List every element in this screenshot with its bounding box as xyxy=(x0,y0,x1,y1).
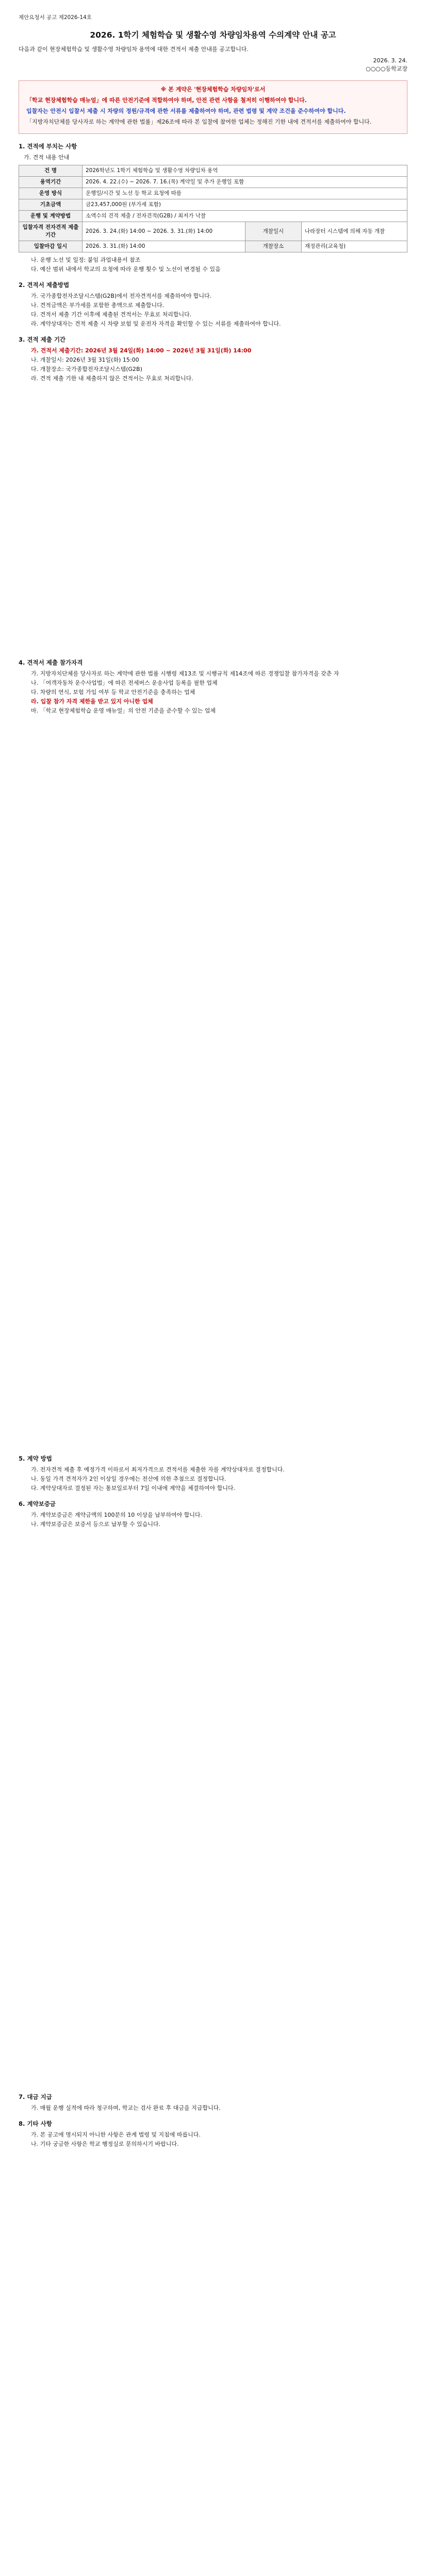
list-item: 라. 견적 제출 기한 내 제출하지 않은 견적서는 무효로 처리합니다. xyxy=(31,375,193,382)
safety-notice-box xyxy=(19,80,407,134)
list-item: 다. 차량의 연식, 보험 가입 여부 등 학교 안전기준을 충족하는 업체 xyxy=(31,689,195,696)
section-heading: 4. 견적서 제출 참가자격 xyxy=(19,659,83,666)
notice-number: 제안요청서 공고 제2026-14호 xyxy=(19,14,92,21)
table-label: 입찰자격 전자견적 제출기간 xyxy=(19,222,83,241)
notice-organization: ○○○○등학교장 xyxy=(366,65,407,72)
table-label: 건 명 xyxy=(19,165,83,177)
table-value: 운행일/시간 및 노선 등 학교 요청에 따름 xyxy=(83,188,407,199)
table-value: 2026. 3. 31.(화) 14:00 xyxy=(83,241,245,252)
safety-notice-title: ※ 본 계약은 '현장체험학습 차량임차'로서 xyxy=(160,86,266,93)
table-row xyxy=(19,211,407,222)
list-item: 가. 전자견적 제출 후 예정가격 이하로서 최저가격으로 견적서를 제출한 자를 계약상대자로 결정합니다. xyxy=(31,1466,285,1473)
list-item: 가. 견적서 제출기간: 2026년 3월 24일(화) 14:00 ~ 2026년 3월 31일(화) 14:00 xyxy=(31,347,252,354)
table-label: 운영 방식 xyxy=(19,188,83,199)
list-item: 가. 본 공고에 명시되지 아니한 사항은 관계 법령 및 지침에 따릅니다. xyxy=(31,2131,201,2138)
section-heading: 8. 기타 사항 xyxy=(19,2120,52,2127)
list-item: 나. 「여객자동차 운수사업법」에 따른 전세버스 운송사업 등록을 필한 업체 xyxy=(31,680,218,686)
spacer xyxy=(19,716,407,1447)
section-heading: 3. 견적 제출 기간 xyxy=(19,336,66,343)
spacer xyxy=(19,1529,407,2086)
list-item: 나. 계약보증금은 보증서 등으로 납부할 수 있습니다. xyxy=(31,1521,161,1528)
table-value: 2026. 3. 24.(화) 14:00 ~ 2026. 3. 31.(화) 14:00 xyxy=(83,222,245,241)
table-row xyxy=(19,188,407,199)
section-subheading: 가. 견적 내용 안내 xyxy=(24,154,70,161)
table-value: 나라장터 시스템에 의해 자동 개찰 xyxy=(301,222,407,241)
table-label: 용역기간 xyxy=(19,177,83,188)
list-item: 가. 국가종합전자조달시스템(G2B)에서 전자견적서를 제출하여야 합니다. xyxy=(31,293,212,299)
table-value: 금23,457,000원 (부가세 포함) xyxy=(83,199,407,211)
section-heading: 2. 견적서 제출방법 xyxy=(19,281,70,289)
section-heading: 7. 대금 지급 xyxy=(19,2093,52,2100)
list-item: 가. 계약보증금은 계약금액의 100분의 10 이상을 납부하여야 합니다. xyxy=(31,1512,203,1518)
table-label: 운행 및 계약방법 xyxy=(19,211,83,222)
table-label: 입찰마감 일시 xyxy=(19,241,83,252)
list-item: 가. 매월 운행 실적에 따라 청구하며, 학교는 검사 완료 후 대금을 지급합니다. xyxy=(31,2105,221,2111)
spacer xyxy=(19,2149,407,2164)
page-title: 2026. 1학기 체험학습 및 생활수영 차량임차용역 수의계약 안내 공고 xyxy=(90,30,336,40)
safety-notice-line: 「학교 현장체험학습 매뉴얼」에 따른 안전기준에 적합하여야 하며, 안전 관련 사항을 철저히 이행하여야 합니다. xyxy=(26,97,307,104)
table-row xyxy=(19,241,407,252)
notice-date: 2026. 3. 24. xyxy=(373,57,407,64)
safety-notice-line: 「지방자치단체를 당사자로 하는 계약에 관한 법률」제26조에 따라 본 입찰에 참여한 업체는 정해진 기한 내에 견적서를 제출하여야 합니다. xyxy=(26,118,372,125)
contract-info-table xyxy=(19,165,407,252)
table-value: 2026학년도 1학기 체험학습 및 생활수영 차량임차 용역 xyxy=(83,165,407,177)
table-row xyxy=(19,165,407,177)
section-heading: 5. 계약 방법 xyxy=(19,1455,52,1462)
table-value: 2026. 4. 22.(수) ~ 2026. 7. 16.(목) 계약일 및 추가 운행일 포함 xyxy=(83,177,407,188)
section-heading: 1. 견적에 부치는 사항 xyxy=(19,143,77,150)
list-item: 나. 견적금액은 부가세를 포함한 총액으로 제출합니다. xyxy=(31,302,165,309)
list-item: 나. 개찰일시: 2026년 3월 31일(화) 15:00 xyxy=(31,357,139,363)
intro-text: 다음과 같이 현장체험학습 및 생활수영 차량임차 용역에 대한 견적서 제출 안내를 공고합니다. xyxy=(19,46,249,53)
safety-notice-line: 입찰자는 안전시 입찰서 제출 시 차량의 정원/규격에 관한 서류를 제출하여야 하며, 관련 법령 및 계약 조건을 준수하여야 합니다. xyxy=(26,108,346,114)
list-item: 가. 지방자치단체를 당사자로 하는 계약에 관한 법률 시행령 제13조 및 시행규칙 제14조에 따른 경쟁입찰 참가자격을 갖춘 자 xyxy=(31,670,339,677)
list-item: 라. 계약상대자는 견적 제출 시 차량 보험 및 운전자 자격을 확인할 수 있는 서류를 제출하여야 합니다. xyxy=(31,320,281,327)
list-item: 나. 기타 궁금한 사항은 학교 행정실로 문의하시기 바랍니다. xyxy=(31,2141,179,2147)
list-item: 다. 견적서 제출 기간 이후에 제출된 견적서는 무효로 처리합니다. xyxy=(31,311,192,318)
table-row xyxy=(19,222,407,241)
table-row xyxy=(19,177,407,188)
table-row xyxy=(19,199,407,211)
section-heading: 6. 계약보증금 xyxy=(19,1500,56,1507)
table-value: 소액수의 견적 제출 / 전자견적(G2B) / 최저가 낙찰 xyxy=(83,211,407,222)
list-item: 마. 「학교 현장체험학습 운영 매뉴얼」의 안전 기준을 준수할 수 있는 업체 xyxy=(31,707,216,714)
list-item: 다. 예산 범위 내에서 학교의 요청에 따라 운행 횟수 및 노선이 변경될 수 있음 xyxy=(31,266,221,273)
table-label: 개찰일시 xyxy=(245,222,301,241)
list-item: 다. 개찰장소: 국가종합전자조달시스템(G2B) xyxy=(31,366,142,372)
table-label: 기초금액 xyxy=(19,199,83,211)
table-label: 개찰장소 xyxy=(245,241,301,252)
list-item: 나. 동일 가격 견적자가 2인 이상일 경우에는 전산에 의한 추첨으로 결정합니다. xyxy=(31,1476,226,1482)
spacer xyxy=(19,383,407,651)
list-item: 나. 운행 노선 및 일정: 붙임 과업내용서 참조 xyxy=(31,257,141,263)
list-item: 다. 계약상대자로 결정된 자는 통보일로부터 7일 이내에 계약을 체결하여야 합니다. xyxy=(31,1485,236,1492)
table-value: 재정관리(교육청) xyxy=(301,241,407,252)
list-item: 라. 입찰 참가 자격 제한을 받고 있지 아니한 업체 xyxy=(31,698,153,705)
